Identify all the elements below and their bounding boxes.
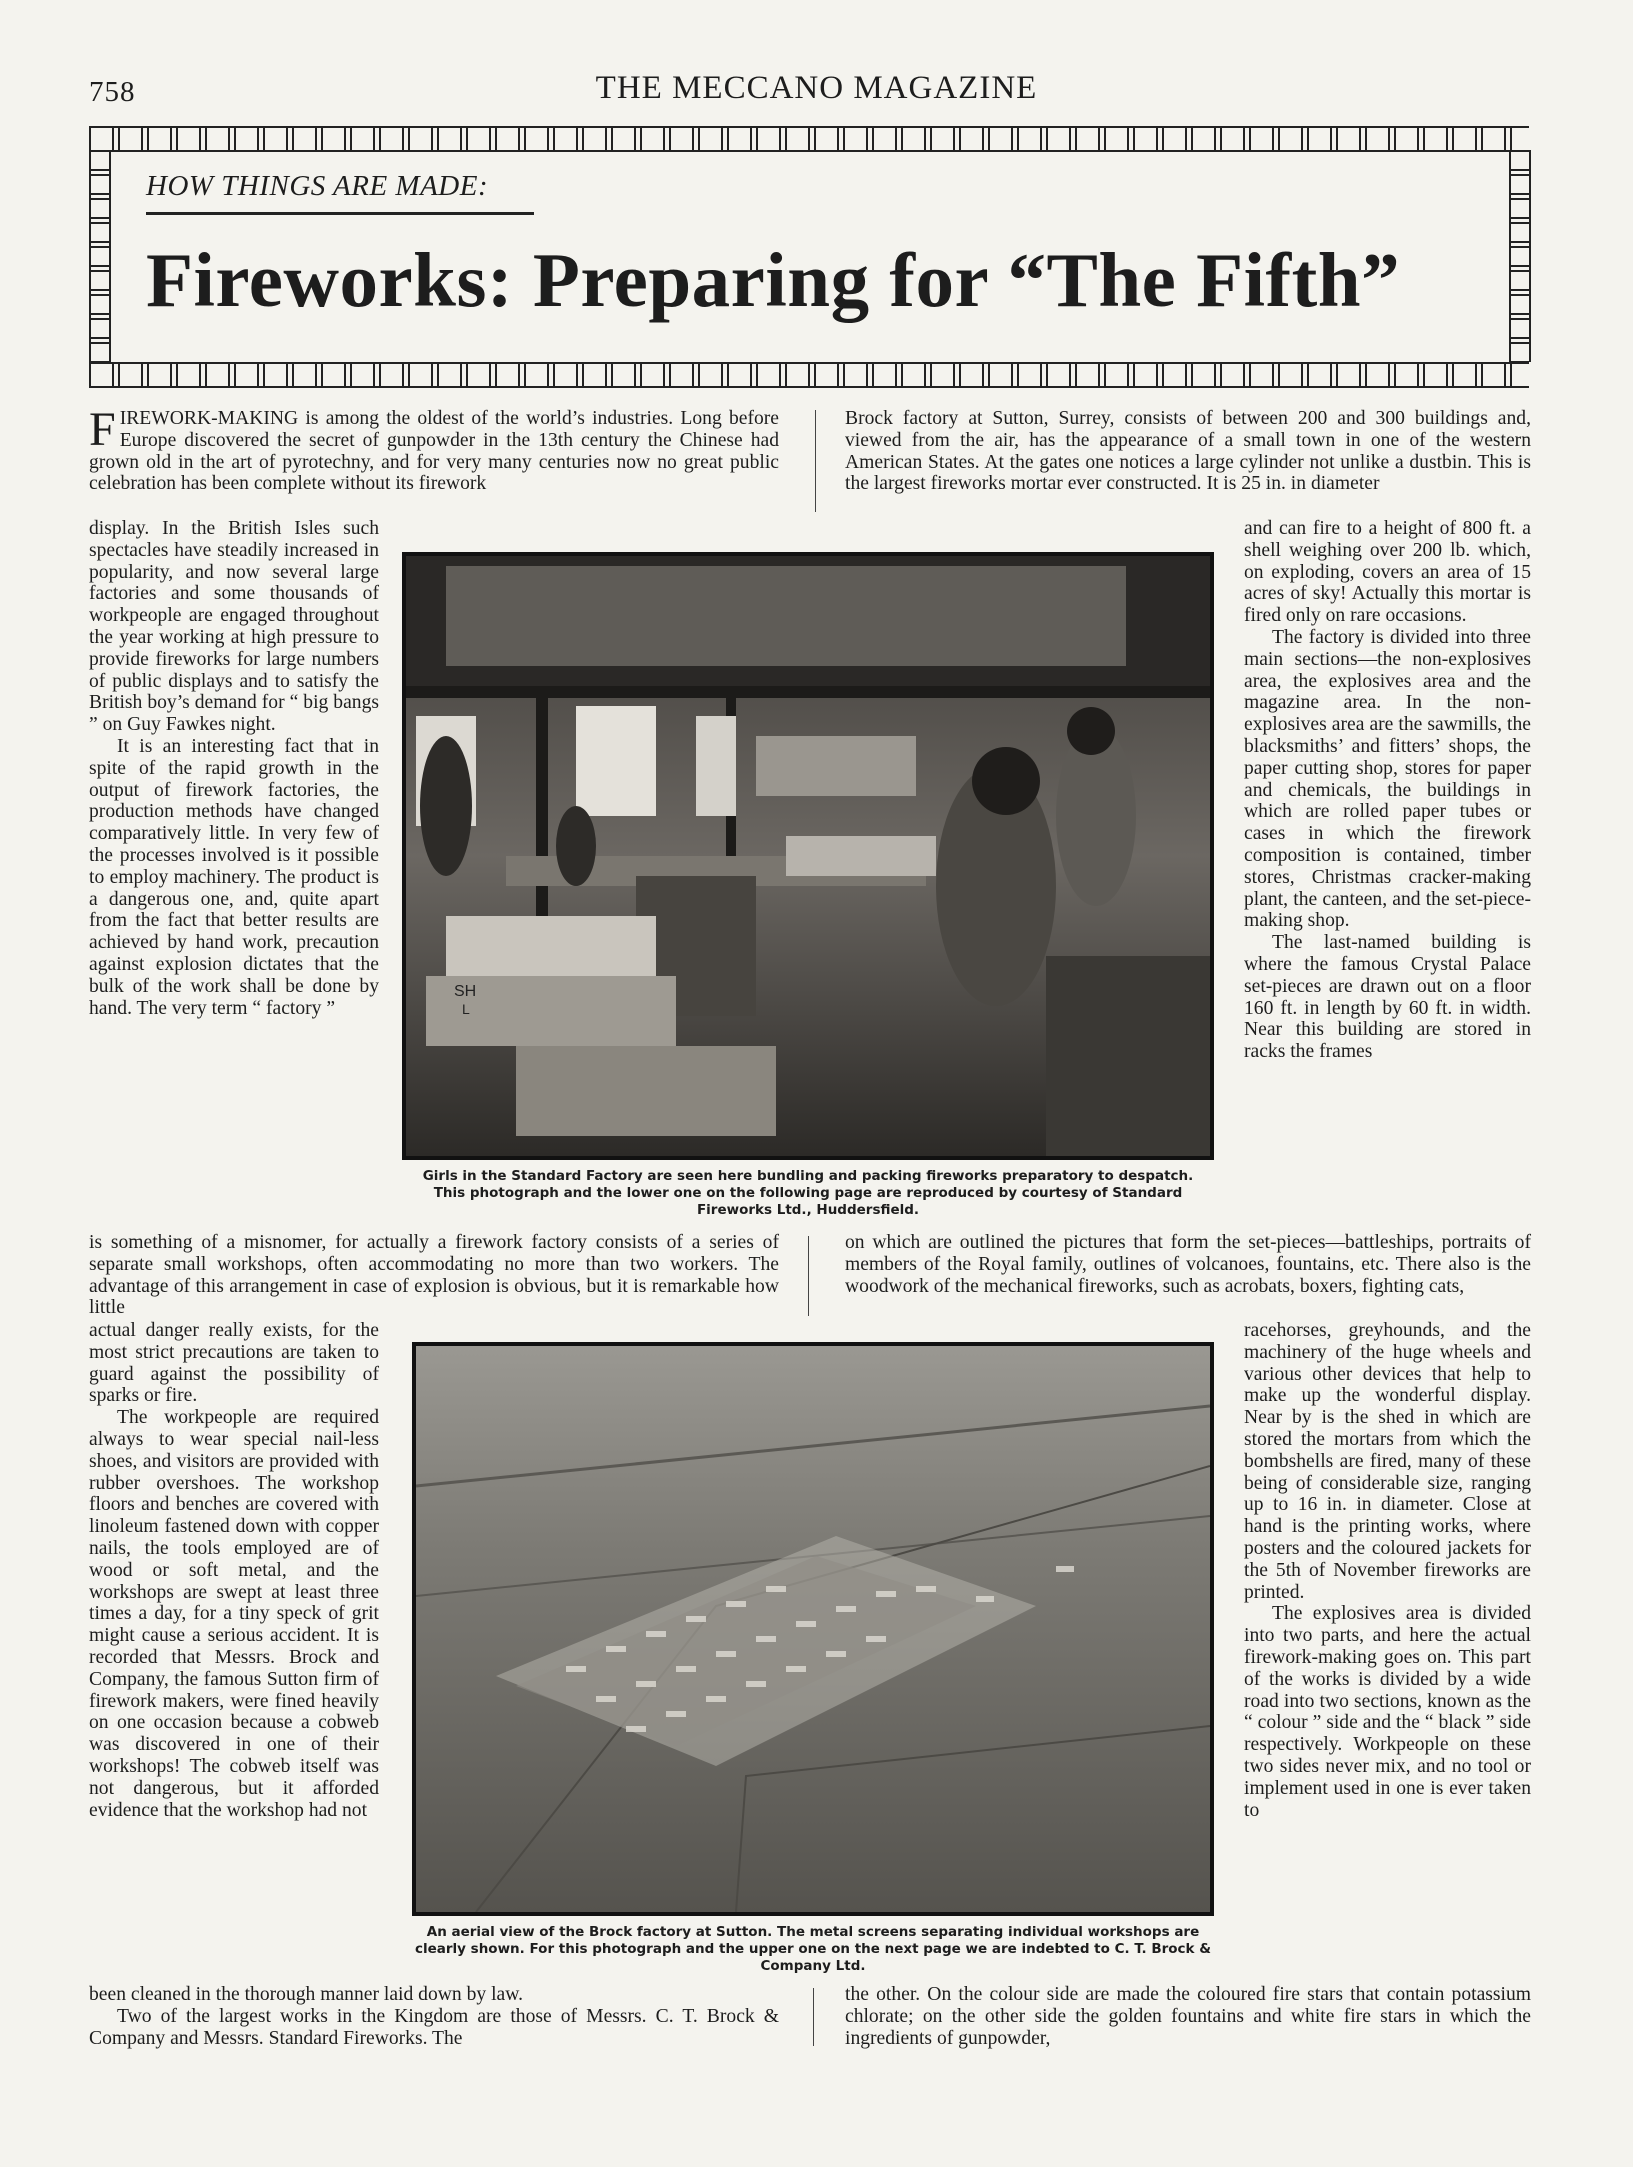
running-title: THE MECCANO MAGAZINE [595, 70, 1038, 106]
bottom-photo-caption: An aerial view of the Brock factory at Sutton. The metal screens separating individual workshops are clearly shown. For this photograph and the upper one on the next page we are indebted to C. T. Brock & Company Ltd. [414, 1924, 1212, 1974]
column-rule-top [815, 410, 816, 512]
border-top [89, 126, 1529, 152]
drop-cap: F [89, 403, 116, 456]
top-photo-caption: Girls in the Standard Factory are seen here bundling and packing fireworks preparatory to despatch. This photograph and the lower one on the following page are reproduced by courtesy of Standard Fireworks Ltd., Huddersfield. [422, 1168, 1194, 1218]
column-rule-bottom [813, 1988, 814, 2046]
paragraph: The factory is divided into three main sections—the non-explosives area, the explosives area and the magazine area. In the non-explosives area are the sawmills, the blacksmiths’ and fitters’ shops, the paper cutting shop, stores for paper and chemicals, the buildings in which are rolled paper tubes or cases in which the firework composition is contained, timber stores, Christmas cracker-making plant, the canteen, and the set-piece-making shop. [1244, 626, 1531, 932]
left-column-upper [89, 518, 379, 1019]
paragraph: been cleaned in the thorough manner laid down by law. [89, 1984, 524, 2005]
intro-paragraph [89, 403, 779, 495]
left-bottom-text [89, 1984, 779, 2049]
photo-illustration [406, 556, 1210, 1156]
paragraph: Two of the largest works in the Kingdom are those of Messrs. C. T. Brock & Company and Messrs. Standard Fireworks. The [89, 2005, 779, 2049]
paragraph: and can fire to a height of 800 ft. a shell weighing over 200 lb. which, on exploding, covers an area of 15 acres of sky! Actually this mortar is fired only on rare occasions. [1244, 518, 1531, 627]
right-bottom-text: the other. On the colour side are made the coloured fire stars that contain potassium chlorate; on the other side the golden fountains and white fire stars in which the ingredients of gunpowder, [845, 1984, 1531, 2049]
kicker: HOW THINGS ARE MADE: [146, 170, 489, 202]
intro-text: IREWORK-MAKING is among the oldest of the world’s industries. Long before Europe discovered the secret of gunpowder in the 13th century the Chinese had grown old in the art of pyrotechny, and for very many centuries now no great public celebration has been complete without its firework [89, 408, 779, 495]
paragraph: actual danger really exists, for the most strict precautions are taken to guard against the possibility of sparks or fire. [89, 1320, 379, 1407]
border-bottom [89, 362, 1529, 388]
border-left [89, 150, 111, 362]
border-right [1509, 150, 1531, 362]
paragraph: The last-named building is where the famous Crystal Palace set-pieces are drawn out on a floor 160 ft. in length by 60 ft. in width. Near this building are stored in racks the frames [1244, 932, 1531, 1063]
right-column-upper [1244, 518, 1531, 1063]
paragraph: racehorses, greyhounds, and the machinery of the huge wheels and various other devices that help to make up the wonderful display. Near by is the shed in which are stored the mortars from which the bombshells are fired, many of these being of considerable size, ranging up to 16 in. in diameter. Close at hand is the printing works, where posters and the coloured jackets for the 5th of November fireworks are printed. [1244, 1320, 1531, 1603]
right-middle-text: on which are outlined the pictures that form the set-pieces—battleships, portraits of members of the Royal family, outlines of volcanoes, fountains, etc. There also is the woodwork of the mechanical fireworks, such as acrobats, boxers, fighting cats, [845, 1232, 1531, 1297]
aerial-view-photo [412, 1342, 1214, 1916]
box-label: SH [454, 983, 477, 1000]
right-intro: Brock factory at Sutton, Surrey, consists of between 200 and 300 buildings and, viewed from the air, has the appearance of a small town in one of the western American States. At the gates one notices a large cylinder not unlike a dustbin. This is the largest fireworks mortar ever constructed. It is 25 in. in diameter [845, 408, 1531, 495]
paragraph: The workpeople are required always to wear special nail-less shoes, and visitors are provided with rubber overshoes. The workshop floors and benches are covered with linoleum fastened down with copper nails, the tools employed are of wood or soft metal, and the workshops are swept at least three times a day, for a tiny speck of grit might cause a serious accident. It is recorded that Messrs. Brock and Company, the famous Sutton firm of firework makers, were fined heavily on one occasion because a cobweb was discovered in one of their workshops! The cobweb itself was not dangerous, but it afforded evidence that the workshop had not [89, 1407, 379, 1821]
paragraph: The explosives area is divided into two parts, and here the actual firework-making goes on. This part of the works is divided by a wide road into two sections, known as the “ colour ” side and the “ black ” side respectively. Workpeople on these two sides never mix, and no tool or implement used in one is ever taken to [1244, 1603, 1531, 1821]
paragraph: display. In the British Isles such spectacles have steadily increased in popularity, and now several large factories and some thousands of workpeople are engaged throughout the year working at high pressure to provide fireworks for large numbers of public displays and to satisfy the British boy’s demand for “ big bangs ” on Guy Fawkes night. [89, 518, 379, 736]
article-title: Fireworks: Preparing for “The Fifth” [146, 237, 1401, 323]
box-label: L [462, 1001, 470, 1017]
paragraph: It is an interesting fact that in spite of the rapid growth in the output of firework factories, the production methods have changed comparatively little. In very few of the processes involved is it possible to employ machinery. The product is a dangerous one, and, quite apart from the fact that better results are achieved by hand work, precaution against explosion dictates that the bulk of the work shall be done by hand. The very term “ factory ” [89, 735, 379, 1019]
left-middle-text: is something of a misnomer, for actually a firework factory consists of a series of separate small workshops, often accommodating no more than two workers. The advantage of this arrangement in case of explosion is obvious, but it is remarkable how little [89, 1232, 779, 1319]
kicker-rule [146, 212, 534, 215]
photo-illustration [416, 1346, 1210, 1912]
page-number: 758 [89, 76, 136, 108]
factory-interior-photo [402, 552, 1214, 1160]
right-column-lower [1244, 1320, 1531, 1821]
left-column-lower [89, 1320, 379, 1821]
column-rule-middle [808, 1236, 809, 1316]
